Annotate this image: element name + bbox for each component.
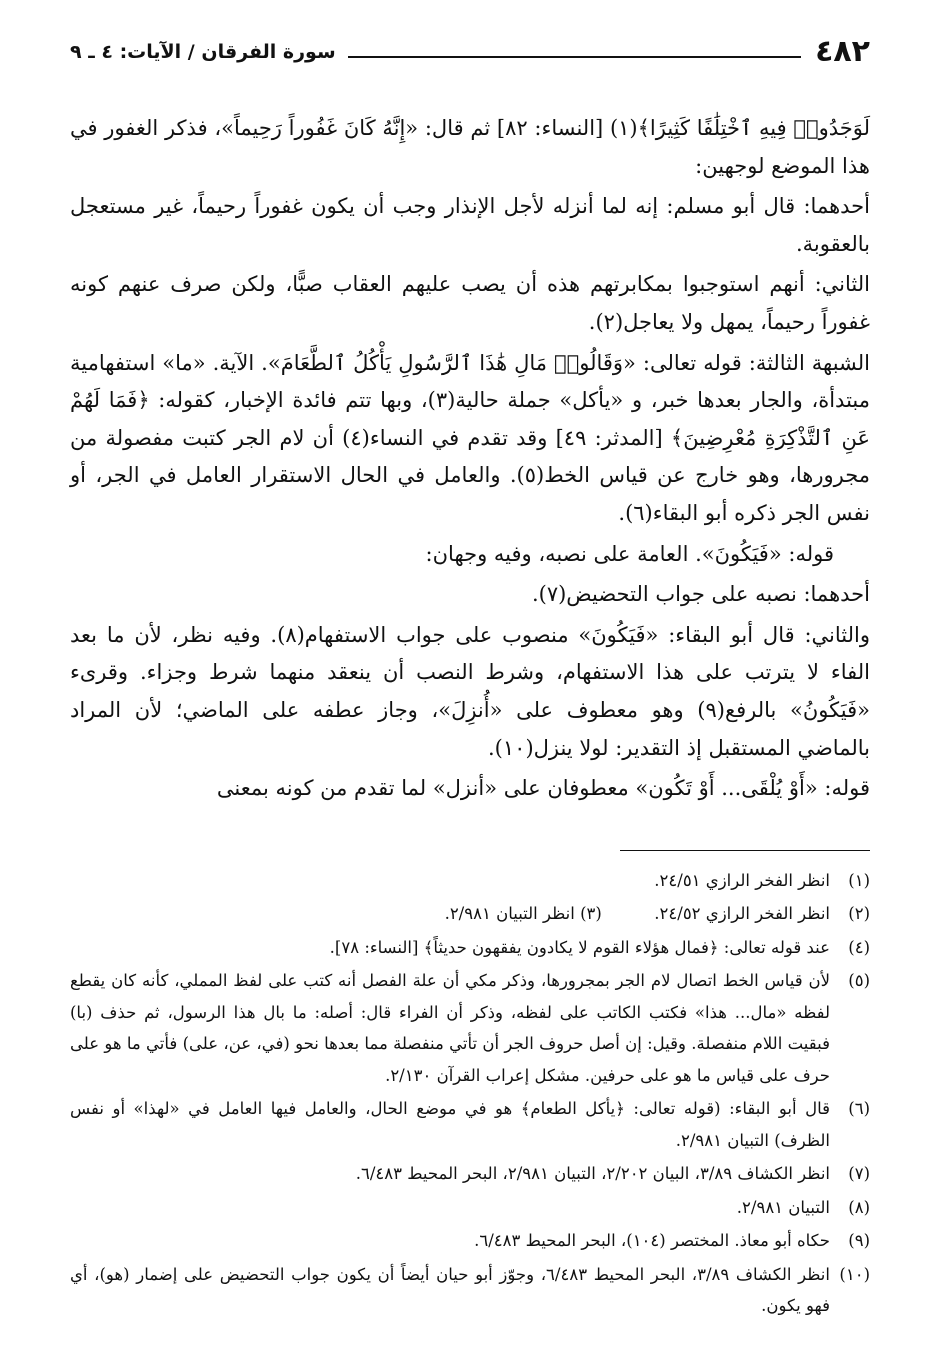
footnote-divider: [620, 850, 870, 851]
footnote-number: (٦): [848, 1099, 870, 1119]
footnote: [70, 932, 870, 964]
footnote-text: انظر الفخر الرازي ٢٤/٥١.: [654, 870, 830, 890]
footnote: [70, 965, 870, 1091]
paragraph: أحدهما: قال أبو مسلم: إنه لما أنزله لأجل الإنذار وجب أن يكون غفوراً رحيماً، غير مستعجل بالعقوبة.: [70, 194, 870, 256]
main-text: [70, 110, 870, 808]
footnote-text: التبيان ٢/٩٨١.: [736, 1197, 830, 1217]
footnotes: [70, 865, 870, 1324]
footnote-number: (٢): [848, 904, 870, 924]
header-rule: [348, 56, 801, 58]
footnote: [70, 1158, 870, 1190]
footnote-number: (١٠): [839, 1264, 870, 1284]
footnote-text: انظر الكشاف ٣/٨٩، البيان ٢/٢٠٢، التبيان ٢/٩٨١، البحر المحيط ٦/٤٨٣.: [355, 1164, 830, 1184]
footnote: [70, 1093, 870, 1156]
footnote: [70, 865, 870, 897]
footnote-number: (٥): [848, 971, 870, 991]
footnote-number: (١): [848, 870, 870, 890]
paragraph: قوله: «فَيَكُونَ». العامة على نصبه، وفيه وجهان:: [425, 541, 834, 566]
footnote-text: عند قوله تعالى: ﴿فمال هؤلاء القوم لا يكادون يفقهون حديثاً﴾ [النساء: ٧٨].: [329, 937, 830, 957]
footnote-text: انظر الفخر الرازي ٢٤/٥٢. (٣) انظر التبيان ٢/٩٨١.: [444, 904, 830, 924]
page-number: ٤٨٢: [815, 34, 870, 69]
footnote: [70, 1259, 870, 1322]
footnote: [70, 1225, 870, 1257]
paragraph: قوله: «أَوْ يُلْقَى... أَوْ تَكُون» معطوفان على «أنزل» لما تقدم من كونه بمعنى: [216, 776, 870, 801]
footnote-text: قال أبو البقاء: (قوله تعالى: ﴿يأكل الطعام﴾ هو في موضع الحال، والعامل فيها العامل في «لهذا» أو نفس الظرف) التبيان ٢/٩٨١.: [70, 1099, 830, 1150]
paragraph: الثاني: أنهم استوجبوا بمكابرتهم هذه أن يصب عليهم العقاب صبًّا، ولكن صرف عنهم كونه غفوراً رحيماً، يمهل ولا يعاجل(٢).: [70, 272, 870, 334]
footnote-text: حكاه أبو معاذ. المختصر (١٠٤)، البحر المحيط ٦/٤٨٣.: [474, 1231, 830, 1251]
footnote-number: (٨): [848, 1197, 870, 1217]
footnote-text: لأن قياس الخط اتصال لام الجر بمجرورها، وذكر مكي أن علة الفصل أنه كتب على لفظ المملي، كأنه كان يقطع لفظه «مال... هذا» فكتب الكاتب على لفظه، وذكر أن الفراء قال: أصله: ما بال هذا الرسول، ثم حذف (با) فبقيت اللام منفصلة. وقيل: إن أصل حروف الجر أن تأتي منفصلة مما بعدها نحو (في، عن، على) فأتي ما هو على حرف على قياس ما هو على حرفين. مشكل إعراب القرآن ٢/١٣٠.: [70, 971, 830, 1085]
page-header: [70, 28, 870, 76]
footnote: [70, 1192, 870, 1224]
paragraph: لَوَجَدُوا۟ فِيهِ ٱخْتِلَٰفًا كَثِيرًا﴾(١) [النساء: ٨٢] ثم قال: «إِنَّهُ كَانَ غَفُوراً رَحِيماً»، فذكر الغفور في هذا الموضع لوجهين:: [70, 116, 870, 178]
footnote-number: (٤): [848, 937, 870, 957]
paragraph: الشبهة الثالثة: قوله تعالى: «وَقَالُوا۟ مَالِ هَٰذَا ٱلرَّسُولِ يَأْكُلُ ٱلطَّعَامَ». الآية. «ما» استفهامية مبتدأة، والجار بعدها خبر، و «يأكل» جملة حالية(٣)، وبها تتم فائدة الإخبار، كقوله: ﴿فَمَا لَهُمْ عَنِ ٱلتَّذْكِرَةِ مُعْرِضِينَ﴾ [المدثر: ٤٩] وقد تقدم في النساء(٤) أن لام الجر كتبت مفصولة من مجرورها، وهو خارج عن قياس الخط(٥). والعامل في الحال الاستقرار العامل في الجر، أو نفس الجر ذكره أبو البقاء(٦).: [70, 350, 871, 525]
running-title: سورة الفرقان / الآيات: ٤ ـ ٩: [70, 41, 336, 63]
paragraph: والثاني: قال أبو البقاء: «فَيَكُونَ» منصوب على جواب الاستفهام(٨). وفيه نظر، لأن ما بعد الفاء لا يترتب على هذا الاستفهام، وشرط النصب أن ينعقد منهما شرط وجزاء. وقرىء «فَيَكُونُ» بالرفع(٩) وهو معطوف على «أُنزِلَ»، وجاز عطفه على الماضي؛ لأن المراد بالماضي المستقبل إذ التقدير: لولا ينزل(١٠).: [70, 622, 870, 760]
footnote-text: انظر الكشاف ٣/٨٩، البحر المحيط ٦/٤٨٣، وجوّز أبو حيان أيضاً أن يكون جواب التحضيض على إضمار (هو)، أي فهو يكون.: [70, 1264, 830, 1316]
footnote-number: (٩): [848, 1231, 870, 1251]
footnote: [70, 898, 870, 930]
page: [70, 28, 870, 1326]
paragraph: أحدهما: نصبه على جواب التحضيض(٧).: [531, 582, 870, 607]
footnote-number: (٧): [848, 1164, 870, 1184]
